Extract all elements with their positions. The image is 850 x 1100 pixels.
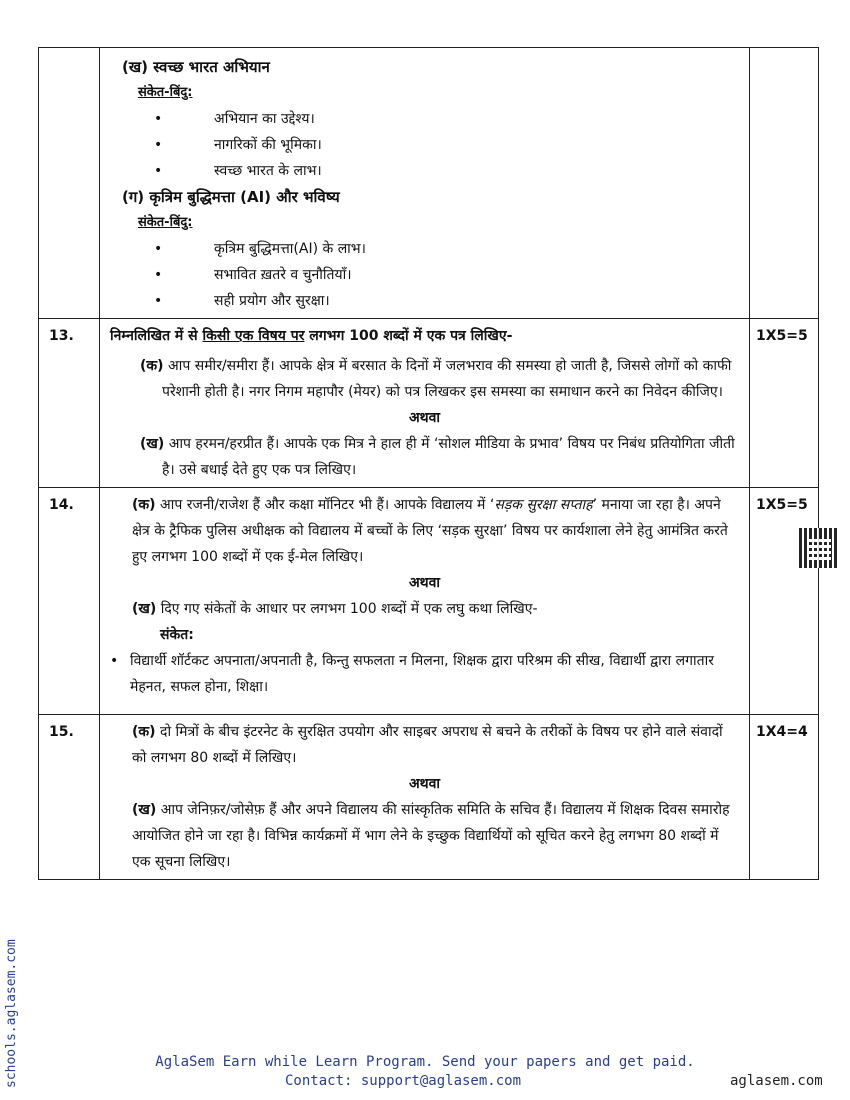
table-row [39, 319, 819, 488]
q12-continued-content [100, 48, 750, 319]
question-number: 15. [39, 715, 100, 880]
topic-kha-heading: (ख) स्वच्छ भारत अभियान [122, 58, 270, 76]
marks: 1X4=4 [750, 715, 819, 880]
athva-divider: अथवा [408, 410, 441, 426]
list-item: • विद्यार्थी शॉर्टकट अपनाता/अपनाती है, किन्तु सफलता न मिलना, शिक्षक द्वारा परिश्रम की सीख, विद्यार्थी द्वारा लगातार मेहनत, सफल होना, शिक्षा। [110, 648, 739, 700]
list-item: • अभियान का उद्देश्य। [110, 106, 739, 132]
footer-site-link[interactable]: aglasem.com [730, 1073, 823, 1089]
table-row [39, 715, 819, 880]
list-item: • सही प्रयोग और सुरक्षा। [110, 288, 739, 314]
option-kha: (ख) आप जेनिफ़र/जोसेफ़ हैं और अपने विद्यालय की सांस्कृतिक समिति के सचिव हैं। विद्यालय में शिक्षक दिवस समारोह आयोजित होने जा रहा है। विभिन्न कार्यक्रमों में भाग लेने के इच्छुक विद्यार्थियों को सूचित करने हेतु लगभग 80 शब्दों में एक सूचना लिखिए। [132, 802, 730, 870]
question-table [38, 47, 819, 880]
question-number: 13. [39, 319, 100, 488]
sanket-label: संकेत-बिंदु: [138, 215, 193, 230]
footer-promo: AglaSem Earn while Learn Program. Send your papers and get paid. [155, 1054, 695, 1070]
marks: 1X5=5 [750, 319, 819, 488]
option-kha: (ख) दिए गए संकेतों के आधार पर लगभग 100 शब्दों में एक लघु कथा लिखिए- [132, 601, 538, 617]
footer-contact[interactable]: Contact: support@aglasem.com [285, 1073, 522, 1089]
list-item: • नागरिकों की भूमिका। [110, 132, 739, 158]
q14-content [100, 488, 750, 715]
qno-cell [39, 48, 100, 319]
list-item: • स्वच्छ भारत के लाभ। [110, 158, 739, 184]
side-watermark: schools.aglasem.com [4, 939, 19, 1088]
topic-ga-heading: (ग) कृत्रिम बुद्धिमत्ता (AI) और भविष्य [122, 188, 340, 206]
list-item: • सभावित ख़तरे व चुनौतियाँ। [110, 262, 739, 288]
hint-list [110, 236, 739, 314]
hint-list [110, 106, 739, 184]
option-kha: (ख) आप हरमन/हरप्रीत हैं। आपके एक मित्र ने हाल ही में ‘सोशल मीडिया के प्रभाव’ विषय पर निबंध प्रतियोगिता जीती है। उसे बधाई देते हुए एक पत्र लिखिए। [140, 436, 735, 478]
sanket-label: संकेत: [160, 627, 194, 643]
q15-content [100, 715, 750, 880]
table-row [39, 488, 819, 715]
list-item: • कृत्रिम बुद्धिमत्ता(AI) के लाभ। [110, 236, 739, 262]
marks-cell [750, 48, 819, 319]
athva-divider: अथवा [408, 575, 441, 591]
table-row [39, 48, 819, 319]
sanket-label: संकेत-बिंदु: [138, 85, 193, 100]
option-ka: (क) आप रजनी/राजेश हैं और कक्षा मॉनिटर भी हैं। आपके विद्यालय में ‘सड़क सुरक्षा सप्ताह’ मनाया जा रहा है। अपने क्षेत्र के ट्रैफिक पुलिस अधीक्षक को विद्यालय में बच्चों के लिए ‘सड़क सुरक्षा’ विषय पर कार्यशाला लेने हेतु आमंत्रित करते हुए लगभग 100 शब्दों में एक ई-मेल लिखिए। [132, 497, 728, 565]
athva-divider: अथवा [408, 776, 441, 792]
question-number: 14. [39, 488, 100, 715]
q13-content [100, 319, 750, 488]
marks: 1X5=5 [750, 488, 819, 715]
option-ka: (क) दो मित्रों के बीच इंटरनेट के सुरक्षित उपयोग और साइबर अपराध से बचने के तरीकों के विषय पर होने वाले संवादों को लगभग 80 शब्दों में लिखिए। [132, 724, 723, 766]
qr-code-icon [799, 528, 839, 568]
question-instruction: निम्नलिखित में से किसी एक विषय पर लगभग 100 शब्दों में एक पत्र लिखिए- [110, 328, 513, 344]
option-ka: (क) आप समीर/समीरा हैं। आपके क्षेत्र में बरसात के दिनों में जलभराव की समस्या हो जाती है, जिससे लोगों को काफी परेशानी होती है। नगर निगम महापौर (मेयर) को पत्र लिखकर इस समस्या का समाधान करने का निवेदन कीजिए। [140, 358, 732, 400]
